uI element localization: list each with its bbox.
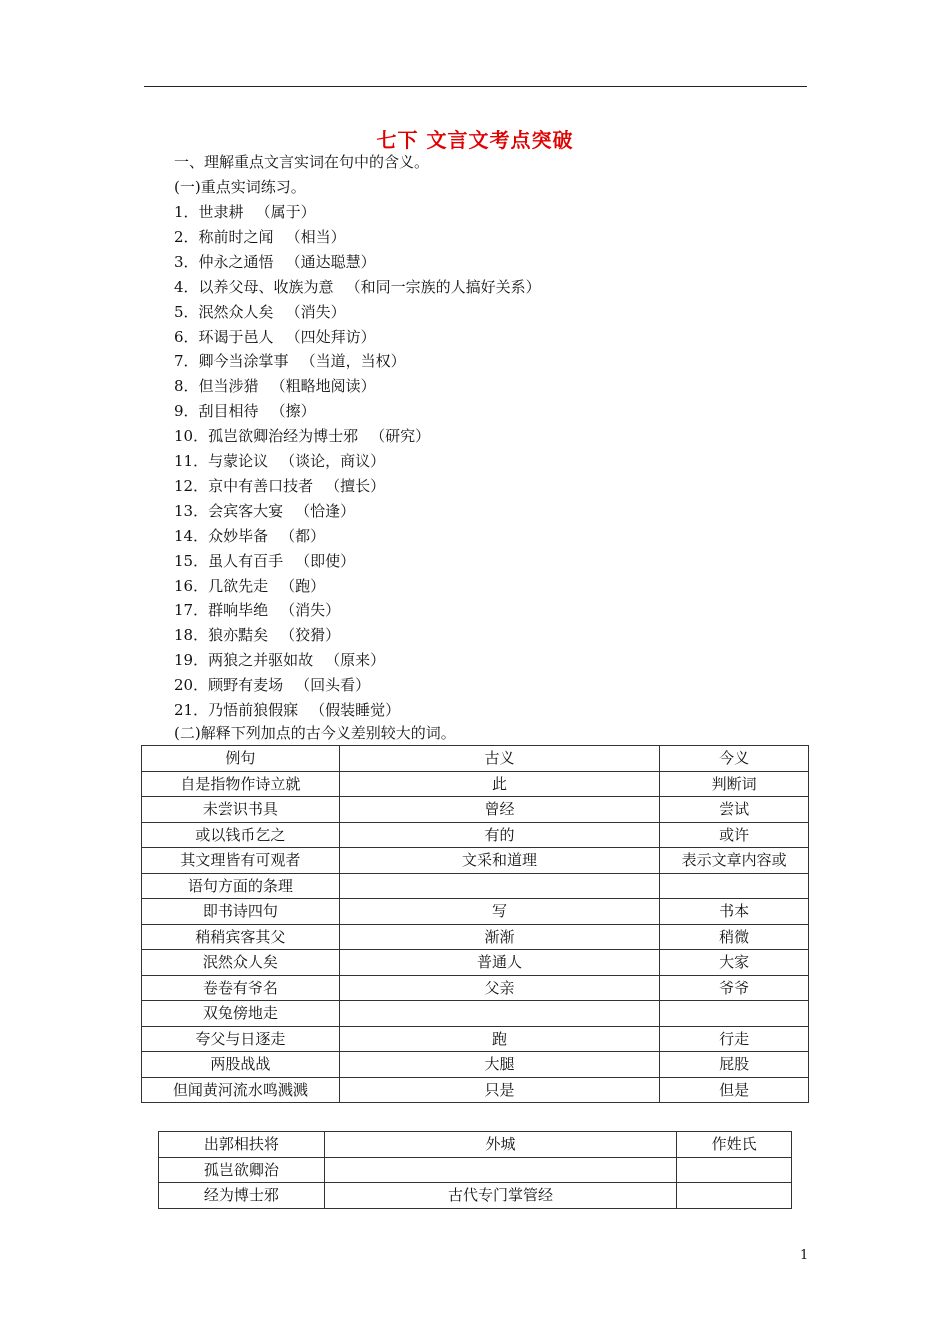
table-cell: 曾经 (339, 797, 660, 823)
table-cell: 或以钱币乞之 (142, 822, 340, 848)
list-item-num: 11． (174, 452, 209, 470)
list-item-text: 以养父母、收族为意 (198, 277, 334, 296)
table-cell (677, 1157, 792, 1183)
list-item-text: 虽人有百手 (208, 551, 284, 570)
table-cell: 其文理皆有可观者 (142, 848, 340, 874)
table-row (142, 924, 809, 950)
table-cell: 跑 (339, 1026, 660, 1052)
list-item (174, 252, 376, 272)
list-item-text: 顾野有麦场 (208, 676, 284, 695)
list-item-meaning: （都） (280, 526, 326, 545)
list-item-num: 3． (174, 252, 199, 271)
table-row (159, 1183, 792, 1209)
list-item (174, 401, 316, 421)
list-item-num: 8． (174, 377, 199, 396)
list-item-meaning: （擅长） (325, 476, 386, 495)
list-item-num: 2． (174, 227, 199, 246)
table-cell (660, 873, 809, 899)
table-cell: 大腿 (339, 1052, 660, 1078)
table-cell: 稍微 (660, 924, 809, 950)
table-cell: 写 (339, 899, 660, 925)
list-item (174, 376, 376, 396)
list-item-meaning: （当道，当权） (300, 352, 406, 371)
list-item (174, 202, 316, 222)
table-row (142, 822, 809, 848)
list-item-num: 21． (174, 701, 209, 719)
table-cell: 卷卷有爷名 (142, 975, 340, 1001)
list-item-num: 5． (174, 302, 199, 321)
table-cell: 夸父与日逐走 (142, 1026, 340, 1052)
list-item-meaning: （即使） (295, 551, 356, 570)
list-item-num: 4． (174, 277, 199, 296)
list-item-text: 泯然众人矣 (198, 302, 274, 321)
list-item (174, 451, 385, 471)
list-item-meaning: （属于） (255, 203, 316, 221)
list-item-num: 10． (174, 427, 209, 446)
table-cell: 尝试 (660, 797, 809, 823)
table-cell: 但闻黄河流水鸣溅溅 (142, 1077, 340, 1103)
table-row (142, 873, 809, 899)
table-row (142, 975, 809, 1001)
list-item-num: 19． (174, 651, 209, 670)
list-item (174, 302, 346, 322)
table-cell: 判断词 (660, 771, 809, 797)
list-item-text: 卿今当涂掌事 (198, 352, 289, 371)
table-cell: 双兔傍地走 (142, 1001, 340, 1027)
table-cell: 但是 (660, 1077, 809, 1103)
list-item-meaning: （四处拜访） (285, 327, 376, 346)
list-item-num: 20． (174, 676, 209, 695)
table-cell: 大家 (660, 950, 809, 976)
subsection-heading-2: (二)解释下列加点的古今义差别较大的词。 (174, 724, 456, 742)
table-cell: 孤岂欲卿治 (159, 1157, 325, 1183)
list-item-text: 称前时之闻 (198, 227, 274, 246)
list-item-text: 乃悟前狼假寐 (208, 701, 299, 719)
table-cell: 爷爷 (660, 975, 809, 1001)
table-row (142, 1052, 809, 1078)
table-row (142, 797, 809, 823)
table-row (159, 1132, 792, 1158)
table-cell: 即书诗四句 (142, 899, 340, 925)
table-cell: 稍稍宾客其父 (142, 924, 340, 950)
list-item (174, 650, 385, 670)
table-cell (660, 1001, 809, 1027)
list-item-text: 但当涉猎 (198, 377, 259, 396)
table-row (142, 950, 809, 976)
header-rule (144, 86, 807, 87)
table-cell: 未尝识书具 (142, 797, 340, 823)
list-item (174, 476, 385, 496)
list-item-meaning: （恰逢） (295, 501, 356, 520)
list-item-num: 15． (174, 551, 209, 570)
list-item-meaning: （跑） (280, 576, 326, 595)
table-cell: 父亲 (339, 975, 660, 1001)
list-item-num: 18． (174, 626, 209, 645)
ancient-modern-table-continued (158, 1131, 792, 1209)
list-item (174, 227, 346, 247)
list-item-text: 众妙毕备 (208, 526, 269, 545)
table-row (142, 899, 809, 925)
list-item-text: 会宾客大宴 (208, 501, 284, 520)
list-item-text: 群响毕绝 (208, 601, 269, 620)
list-item-text: 环谒于邑人 (198, 327, 274, 346)
list-item (174, 327, 376, 347)
table-cell: 作姓氏 (677, 1132, 792, 1158)
table-cell: 外城 (324, 1132, 676, 1158)
list-item-meaning: （假装睡觉） (310, 701, 401, 719)
table-header-cell: 例句 (142, 746, 340, 772)
list-item-meaning: （粗略地阅读） (270, 377, 376, 396)
table-cell (339, 873, 660, 899)
list-item-meaning: （消失） (285, 302, 346, 321)
table-cell: 两股战战 (142, 1052, 340, 1078)
table-header-cell: 今义 (660, 746, 809, 772)
list-item (174, 277, 541, 297)
list-item-meaning: （原来） (325, 651, 386, 670)
list-item-text: 京中有善口技者 (208, 476, 314, 495)
table-cell: 普通人 (339, 950, 660, 976)
list-item-num: 17． (174, 601, 209, 620)
list-item-num: 13． (174, 501, 209, 520)
list-item-text: 两狼之并驱如故 (208, 651, 314, 670)
list-item-text: 孤岂欲卿治经为博士邪 (208, 427, 359, 446)
list-item-meaning: （研究） (370, 427, 431, 446)
table-row (142, 1026, 809, 1052)
table-row (142, 1077, 809, 1103)
table-cell: 行走 (660, 1026, 809, 1052)
table-cell: 屁股 (660, 1052, 809, 1078)
list-item-text: 仲永之通悟 (198, 252, 274, 271)
table-cell: 只是 (339, 1077, 660, 1103)
list-item-text: 与蒙论议 (208, 452, 269, 470)
list-item-meaning: （狡猾） (280, 626, 341, 645)
list-item-num: 14． (174, 526, 209, 545)
ancient-modern-table (141, 745, 809, 1103)
table-cell (324, 1157, 676, 1183)
list-item-meaning: （谈论，商议） (280, 452, 386, 470)
list-item (174, 576, 325, 596)
list-item-num: 6． (174, 327, 199, 346)
table-cell: 古代专门掌管经 (324, 1183, 676, 1209)
table-row (142, 771, 809, 797)
list-item (174, 600, 340, 620)
table-header-cell: 古义 (339, 746, 660, 772)
table-cell: 文采和道理 (339, 848, 660, 874)
list-item-num: 12． (174, 476, 209, 495)
list-item (174, 625, 340, 645)
list-item-meaning: （相当） (285, 227, 346, 246)
list-item-meaning: （消失） (280, 601, 341, 620)
list-item (174, 551, 355, 571)
table-cell: 泯然众人矣 (142, 950, 340, 976)
table-row (159, 1157, 792, 1183)
list-item-num: 1． (174, 203, 199, 221)
table-row (142, 848, 809, 874)
list-item-num: 9． (174, 402, 199, 421)
section-heading: 一、理解重点文言实词在句中的含义。 (174, 153, 430, 171)
list-item-meaning: （通达聪慧） (285, 252, 376, 271)
table-cell: 语句方面的条理 (142, 873, 340, 899)
list-item-text: 刮目相待 (198, 402, 259, 421)
table-cell: 经为博士邪 (159, 1183, 325, 1209)
list-item (174, 675, 370, 695)
list-item (174, 526, 325, 546)
table-row (142, 1001, 809, 1027)
list-item (174, 700, 400, 720)
list-item-meaning: （回头看） (295, 676, 371, 695)
table-cell: 此 (339, 771, 660, 797)
list-item-text: 世隶耕 (198, 203, 244, 221)
list-item-meaning: （和同一宗族的人搞好关系） (345, 277, 541, 296)
list-item-text: 几欲先走 (208, 576, 269, 595)
list-item (174, 351, 406, 371)
table-cell: 渐渐 (339, 924, 660, 950)
list-item (174, 501, 355, 521)
table-cell: 书本 (660, 899, 809, 925)
list-item (174, 426, 430, 446)
table-cell (677, 1183, 792, 1209)
list-item-text: 狼亦黠矣 (208, 626, 269, 645)
list-item-num: 16． (174, 576, 209, 595)
list-item-num: 7． (174, 352, 199, 371)
table-cell: 表示文章内容或 (660, 848, 809, 874)
table-cell: 自是指物作诗立就 (142, 771, 340, 797)
page-title: 七下 文言文考点突破 (376, 128, 574, 152)
table-cell (339, 1001, 660, 1027)
table-cell: 或许 (660, 822, 809, 848)
table-header-row (142, 746, 809, 772)
page-number: 1 (800, 1248, 809, 1263)
subsection-heading: (一)重点实词练习。 (174, 178, 306, 196)
list-item-meaning: （擦） (270, 402, 316, 421)
table-cell: 有的 (339, 822, 660, 848)
table-cell: 出郭相扶将 (159, 1132, 325, 1158)
